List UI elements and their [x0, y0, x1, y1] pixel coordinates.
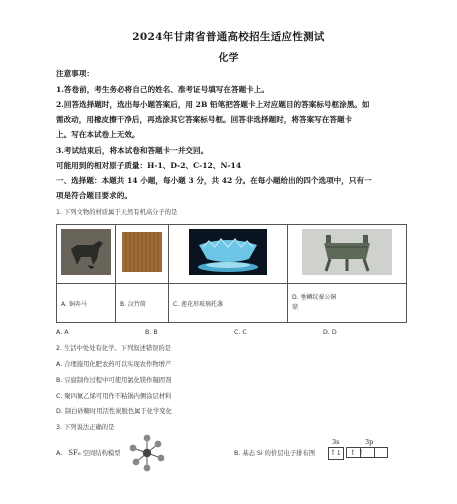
notice-line: 2.回答选择题时，选出每小题答案后，用 2B 铅笔把答题卡上对应题目的答案标号框涂黑。如 [56, 100, 370, 109]
q1-option-d[interactable]: D. D [323, 329, 337, 336]
q1-option-a[interactable]: A. A [56, 329, 69, 336]
q3-option-a-text: 空间结构模型 [82, 450, 121, 457]
orbital-3p-box: ↑ ↑ [346, 447, 388, 458]
notice-line: 上。写在本试卷上无效。 [56, 130, 140, 139]
bronze-ding-image [288, 225, 407, 284]
question-3-stem: 3. 下列说法正确的是 [56, 424, 115, 431]
bamboo-slips-image [116, 225, 169, 284]
q3-option-a-prefix: A. [56, 450, 63, 457]
orbital-3s-label: 3s [332, 438, 340, 446]
orbital-divider [360, 447, 361, 458]
option-cell-d [288, 284, 407, 323]
question-1-stem: 1. 下列文物的材质属于天然有机高分子的是 [56, 209, 178, 216]
question-1-table [56, 224, 407, 323]
option-cell-a: A. 铜奔马 [57, 284, 116, 323]
option-cell-d-line2: 鼎 [292, 304, 299, 311]
option-cell-d-line1: D. 垂鳞纹秦公铜 [292, 294, 337, 301]
bronze-horse-image [57, 225, 116, 284]
atomic-mass-line: 可能用到的相对原子质量：H-1、D-2、C-12、N-14 [56, 161, 242, 170]
orbital-divider [374, 447, 375, 458]
q3-option-a[interactable] [56, 449, 120, 458]
glass-tray-image [169, 225, 288, 284]
q2-option-c[interactable]: C. 聚四氟乙烯可用作不粘锅内侧涂层材料 [56, 393, 172, 400]
option-cell-b: B. 汉竹简 [116, 284, 169, 323]
sf6-molecule-model-icon [128, 434, 166, 472]
sf6-formula: SF₆ [68, 449, 81, 457]
option-cell-c: C. 莲花形玻璃托盏 [169, 284, 288, 323]
notice-line: 1.答卷前，考生务必将自己的姓名、准考证号填写在答题卡上。 [56, 85, 269, 94]
section-heading: 一、选择题：本题共 14 小题，每小题 3 分，共 42 分。在每小题给出的四个选项中，只有一 [56, 176, 372, 185]
q1-option-b[interactable]: B. B [145, 329, 158, 336]
q1-option-c[interactable]: C. C [234, 329, 247, 336]
q2-option-d[interactable]: D. 制白砂糖时用活性炭脱色属于化学变化 [56, 408, 172, 415]
notice-heading: 注意事项： [56, 69, 94, 78]
notice-line: 需改动，用橡皮擦干净后，再选涂其它答案标号框。回答非选择题时，将答案写在答题卡 [56, 115, 353, 124]
q2-option-b[interactable]: B. 豆腐制作过程中可使用氯化镁作凝固剂 [56, 377, 172, 384]
section-heading: 项是符合题目要求的。 [56, 191, 132, 200]
q2-option-a[interactable]: A. 合理施用化肥农药可以实现农作物增产 [56, 361, 172, 368]
q3-option-b[interactable]: B. 基态 Si 的价层电子排布图 [234, 450, 316, 457]
exam-title: 2024年甘肃省普通高校招生适应性测试 [132, 31, 325, 43]
orbital-3p-label: 3p [365, 438, 374, 446]
question-2-stem: 2. 生活中处处有化学。下列叙述错误的是 [56, 345, 172, 352]
orbital-3s-box: ↑↓ [328, 447, 344, 460]
notice-line: 3.考试结束后，将本试卷和答题卡一并交回。 [56, 146, 209, 155]
exam-subject: 化学 [218, 53, 239, 64]
